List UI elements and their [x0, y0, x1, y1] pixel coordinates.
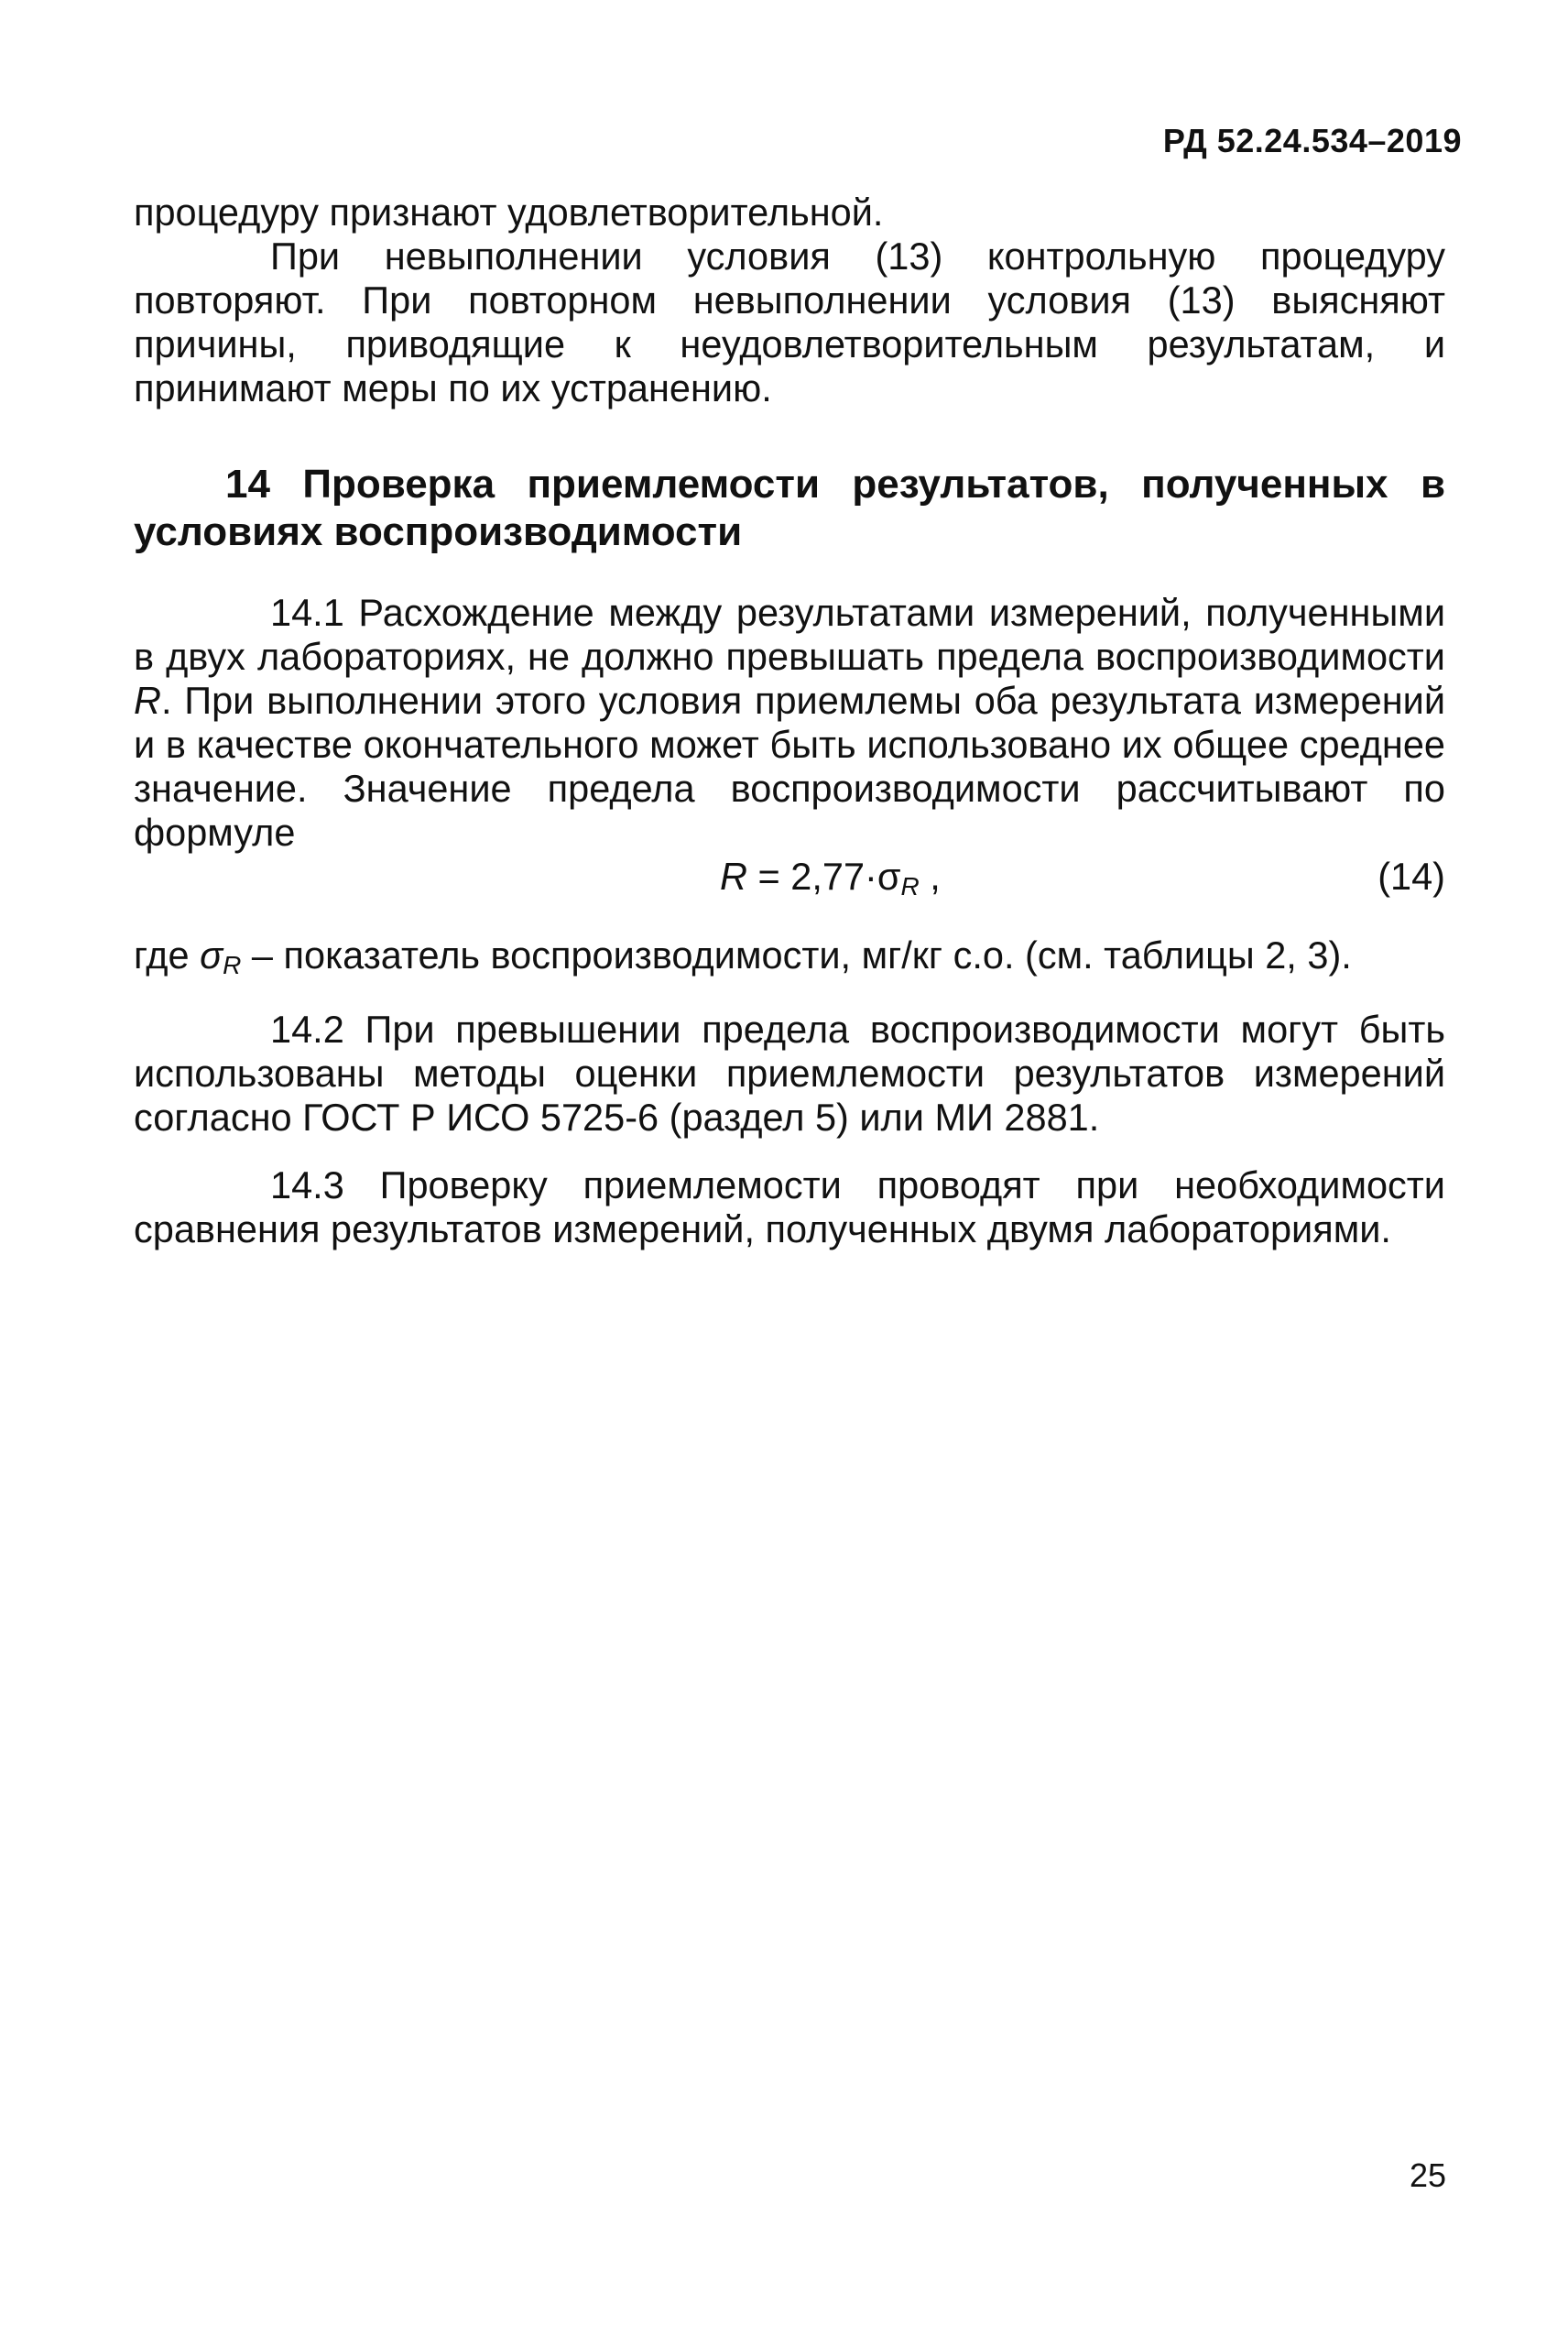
- paragraph-14-1-text-a: 14.1 Расхождение между результатами измерений, полученными в двух лабораториях, не должно превышать предела воспроизводимости: [134, 591, 1445, 678]
- formula-lhs: R: [720, 855, 747, 898]
- formula-expression: [720, 855, 941, 909]
- paragraph-14-2: 14.2 При превышении предела воспроизводимости могут быть использованы методы оценки приемлемости результатов измерений согласно ГОСТ Р ИСО 5725-6 (раздел 5) или МИ 2881.: [134, 1008, 1445, 1139]
- where-text: – показатель воспроизводимости, мг/кг с.о. (см. таблицы 2, 3).: [241, 933, 1352, 977]
- paragraph-14-1: [134, 591, 1445, 855]
- symbol-R: R: [134, 679, 161, 722]
- paragraph-14-3: 14.3 Проверку приемлемости проводят при необходимости сравнения результатов измерений, полученных двумя лабораториями.: [134, 1163, 1445, 1250]
- formula-end: ,: [919, 855, 941, 898]
- formula-number: (14): [1377, 855, 1445, 898]
- paragraph-14-1-text-b: . При выполнении этого условия приемлемы оба результата измерений и в качестве окончательного может быть использовано их общее среднее значение. Значение предела воспроизводимости рассчитывают по формуле: [134, 679, 1445, 854]
- formula-mid: = 2,77·σ: [746, 855, 901, 898]
- section-heading: 14 Проверка приемлемости результатов, полученных в условиях воспроизводимости: [134, 462, 1445, 554]
- paragraph-continuation: процедуру признают удовлетворительной.: [134, 191, 884, 234]
- document-code: РД 52.24.534–2019: [1162, 122, 1462, 159]
- page-number: 25: [1409, 2156, 1446, 2194]
- where-prefix: где: [134, 933, 201, 977]
- where-subscript: R: [223, 951, 242, 979]
- formula-14: [134, 855, 1445, 902]
- page-content: [134, 191, 1445, 1251]
- formula-subscript: R: [900, 872, 920, 901]
- where-sigma: σ: [200, 933, 223, 977]
- paragraph-where: [134, 933, 1445, 988]
- paragraph-control-procedure: При невыполнении условия (13) контрольную процедуру повторяют. При повторном невыполнении условия (13) выясняют причины, приводящие к неудовлетворительным результатам, и принимают меры по их устранению.: [134, 235, 1445, 409]
